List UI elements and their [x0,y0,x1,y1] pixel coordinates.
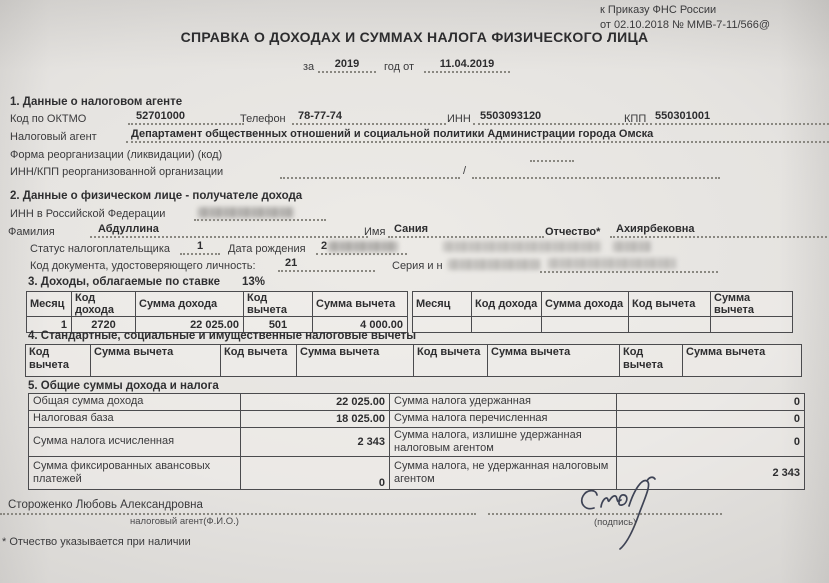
col-ded-sum-2: Сумма вычета [297,345,414,377]
subtitle-prefix: за [303,61,315,73]
signature-caption: (подпись) [594,517,637,528]
reorg-code-field [530,147,574,162]
col-ded-sum-4: Сумма вычета [683,345,802,377]
totals-row-4 [29,457,805,490]
kpp-label: КПП [624,113,647,125]
kpp-value: 550301001 [650,110,829,125]
tax-overwithheld-value: 0 [617,428,805,457]
income-table-left [26,291,408,333]
col-ded-sum-1: Сумма вычета [91,345,221,377]
income-row-empty [413,317,793,333]
agent-label: Налоговый агент [10,131,97,143]
agent-value: Департамент общественных отношений и социальной политики Администрации города Омска [126,128,829,143]
tax-transferred-value: 0 [617,411,805,428]
section5-heading: 5. Общие суммы дохода и налога [28,380,219,392]
col-deduction-sum-2: Сумма вычета [711,292,793,317]
redacted-series-blur [448,259,540,270]
agent-fio-line [0,500,476,515]
totals-row-2 [29,411,805,428]
reorg-label: Форма реорганизации (ликвидации) (код) [10,149,223,161]
phone-label: Телефон [240,113,286,125]
tax-transferred-label: Сумма налога перечисленная [390,411,617,428]
inn-value: 5503093120 [473,110,652,125]
col-ded-code-2: Код вычета [221,345,297,377]
surname-value: Абдуллина [90,223,368,238]
approval-line-2: от 02.10.2018 № ММВ-7-11/566@ [600,19,771,31]
tax-overwithheld-label: Сумма налога, излишне удержанная налоговым агентом [390,428,617,457]
birthdate-field: 2 [316,240,407,255]
handwritten-signature [572,474,682,556]
status-label: Статус налогоплательщика [30,243,171,255]
section2-heading: 2. Данные о физическом лице - получателе дохода [10,190,303,202]
col-income-code-2: Код дохода [472,292,542,317]
tax-withheld-value: 0 [617,394,805,411]
fixed-advance-value: 0 [241,457,390,490]
tax-base-value: 18 025.00 [241,411,390,428]
col-ded-code-1: Код вычета [26,345,91,377]
tax-withheld-label: Сумма налога удержанная [390,394,617,411]
tax-calculated-value: 2 343 [241,428,390,457]
col-month-2: Месяц [413,292,472,317]
oktmo-value: 52701000 [128,110,244,125]
col-income-sum-2: Сумма дохода [542,292,629,317]
income-month: 1 [27,317,72,333]
status-value: 1 [180,240,220,255]
col-income-sum: Сумма дохода [136,292,244,317]
section4-heading: 4. Стандартные, социальные и имущественные налоговые вычеты [28,330,417,342]
fixed-advance-label: Сумма фиксированных авансовых платежей [29,457,241,490]
tax-calculated-label: Сумма налога исчисленная [29,428,241,457]
patronymic-label: Отчество* [545,226,601,238]
section1-heading: 1. Данные о налоговом агенте [10,96,183,108]
agent-fio: Стороженко Любовь Александровна [8,499,203,511]
name-label: Имя [364,226,386,238]
redacted-number-blur [548,258,676,269]
doc-code-label: Код документа, удостоверяющего личность: [30,260,256,272]
income-table-header-2 [413,292,793,317]
tax-base-label: Налоговая база [29,411,241,428]
footnote: * Отчество указывается при наличии [2,536,191,548]
kpp-reorg-field [472,164,720,179]
deduction-sum: 4 000.00 [313,317,408,333]
birthdate-label: Дата рождения [228,243,306,255]
year-field: 2019 [318,58,376,73]
col-ded-sum-3: Сумма вычета [488,345,620,377]
income-table-header [27,292,408,317]
approval-line-1: к Приказу ФНС России [600,4,717,16]
col-month: Месяц [27,292,72,317]
col-ded-code-3: Код вычета [414,345,488,377]
income-code: 2720 [72,317,136,333]
tax-not-withheld-value: 2 343 [617,457,805,490]
document-title: СПРАВКА О ДОХОДАХ И СУММАХ НАЛОГА ФИЗИЧЕСКОГО ЛИЦА [180,29,649,45]
redacted-country-code-blur [613,241,651,252]
redacted-birthdate-blur [328,241,398,252]
deduction-code: 501 [244,317,313,333]
total-income-label: Общая сумма дохода [29,394,241,411]
col-deduction-code-2: Код вычета [629,292,711,317]
subtitle-middle: год от [384,61,415,73]
deductions-header [26,345,802,377]
totals-row-1 [29,394,805,411]
series-label: Серия и н [392,260,443,272]
innkpp-separator: / [463,165,467,177]
col-deduction-sum: Сумма вычета [313,292,408,317]
section3-heading: 3. Доходы, облагаемые по ставке [28,276,221,288]
agent-fio-caption: налоговый агент(Ф.И.О.) [130,516,239,527]
income-sum: 22 025.00 [136,317,244,333]
redacted-citizenship-blur [443,241,601,252]
phone-value: 78-77-74 [292,110,446,125]
doc-code-value: 21 [278,257,375,272]
patronymic-value: Ахиярбековна [610,223,829,238]
surname-label: Фамилия [8,226,55,238]
totals-row-3 [29,428,805,457]
redacted-inn-blur [198,207,294,218]
total-income-value: 22 025.00 [241,394,390,411]
col-income-code: Код дохода [72,292,136,317]
col-ded-code-4: Код вычета [620,345,683,377]
deductions-table [25,344,802,377]
name-value: Сания [388,223,544,238]
inn-rf-label: ИНН в Российской Федерации [10,208,166,220]
col-deduction-code: Код вычета [244,292,313,317]
date-field: 11.04.2019 [424,58,510,73]
innkpp-reorg-label: ИНН/КПП реорганизованной организации [10,166,224,178]
income-table-right [412,291,793,333]
inn-reorg-field [280,164,460,179]
tax-not-withheld-label: Сумма налога, не удержанная налоговым агентом [390,457,617,490]
tax-rate-value: 13% [242,276,266,288]
totals-table [28,393,805,490]
inn-label: ИНН [447,113,471,125]
oktmo-label: Код по ОКТМО [10,113,87,125]
